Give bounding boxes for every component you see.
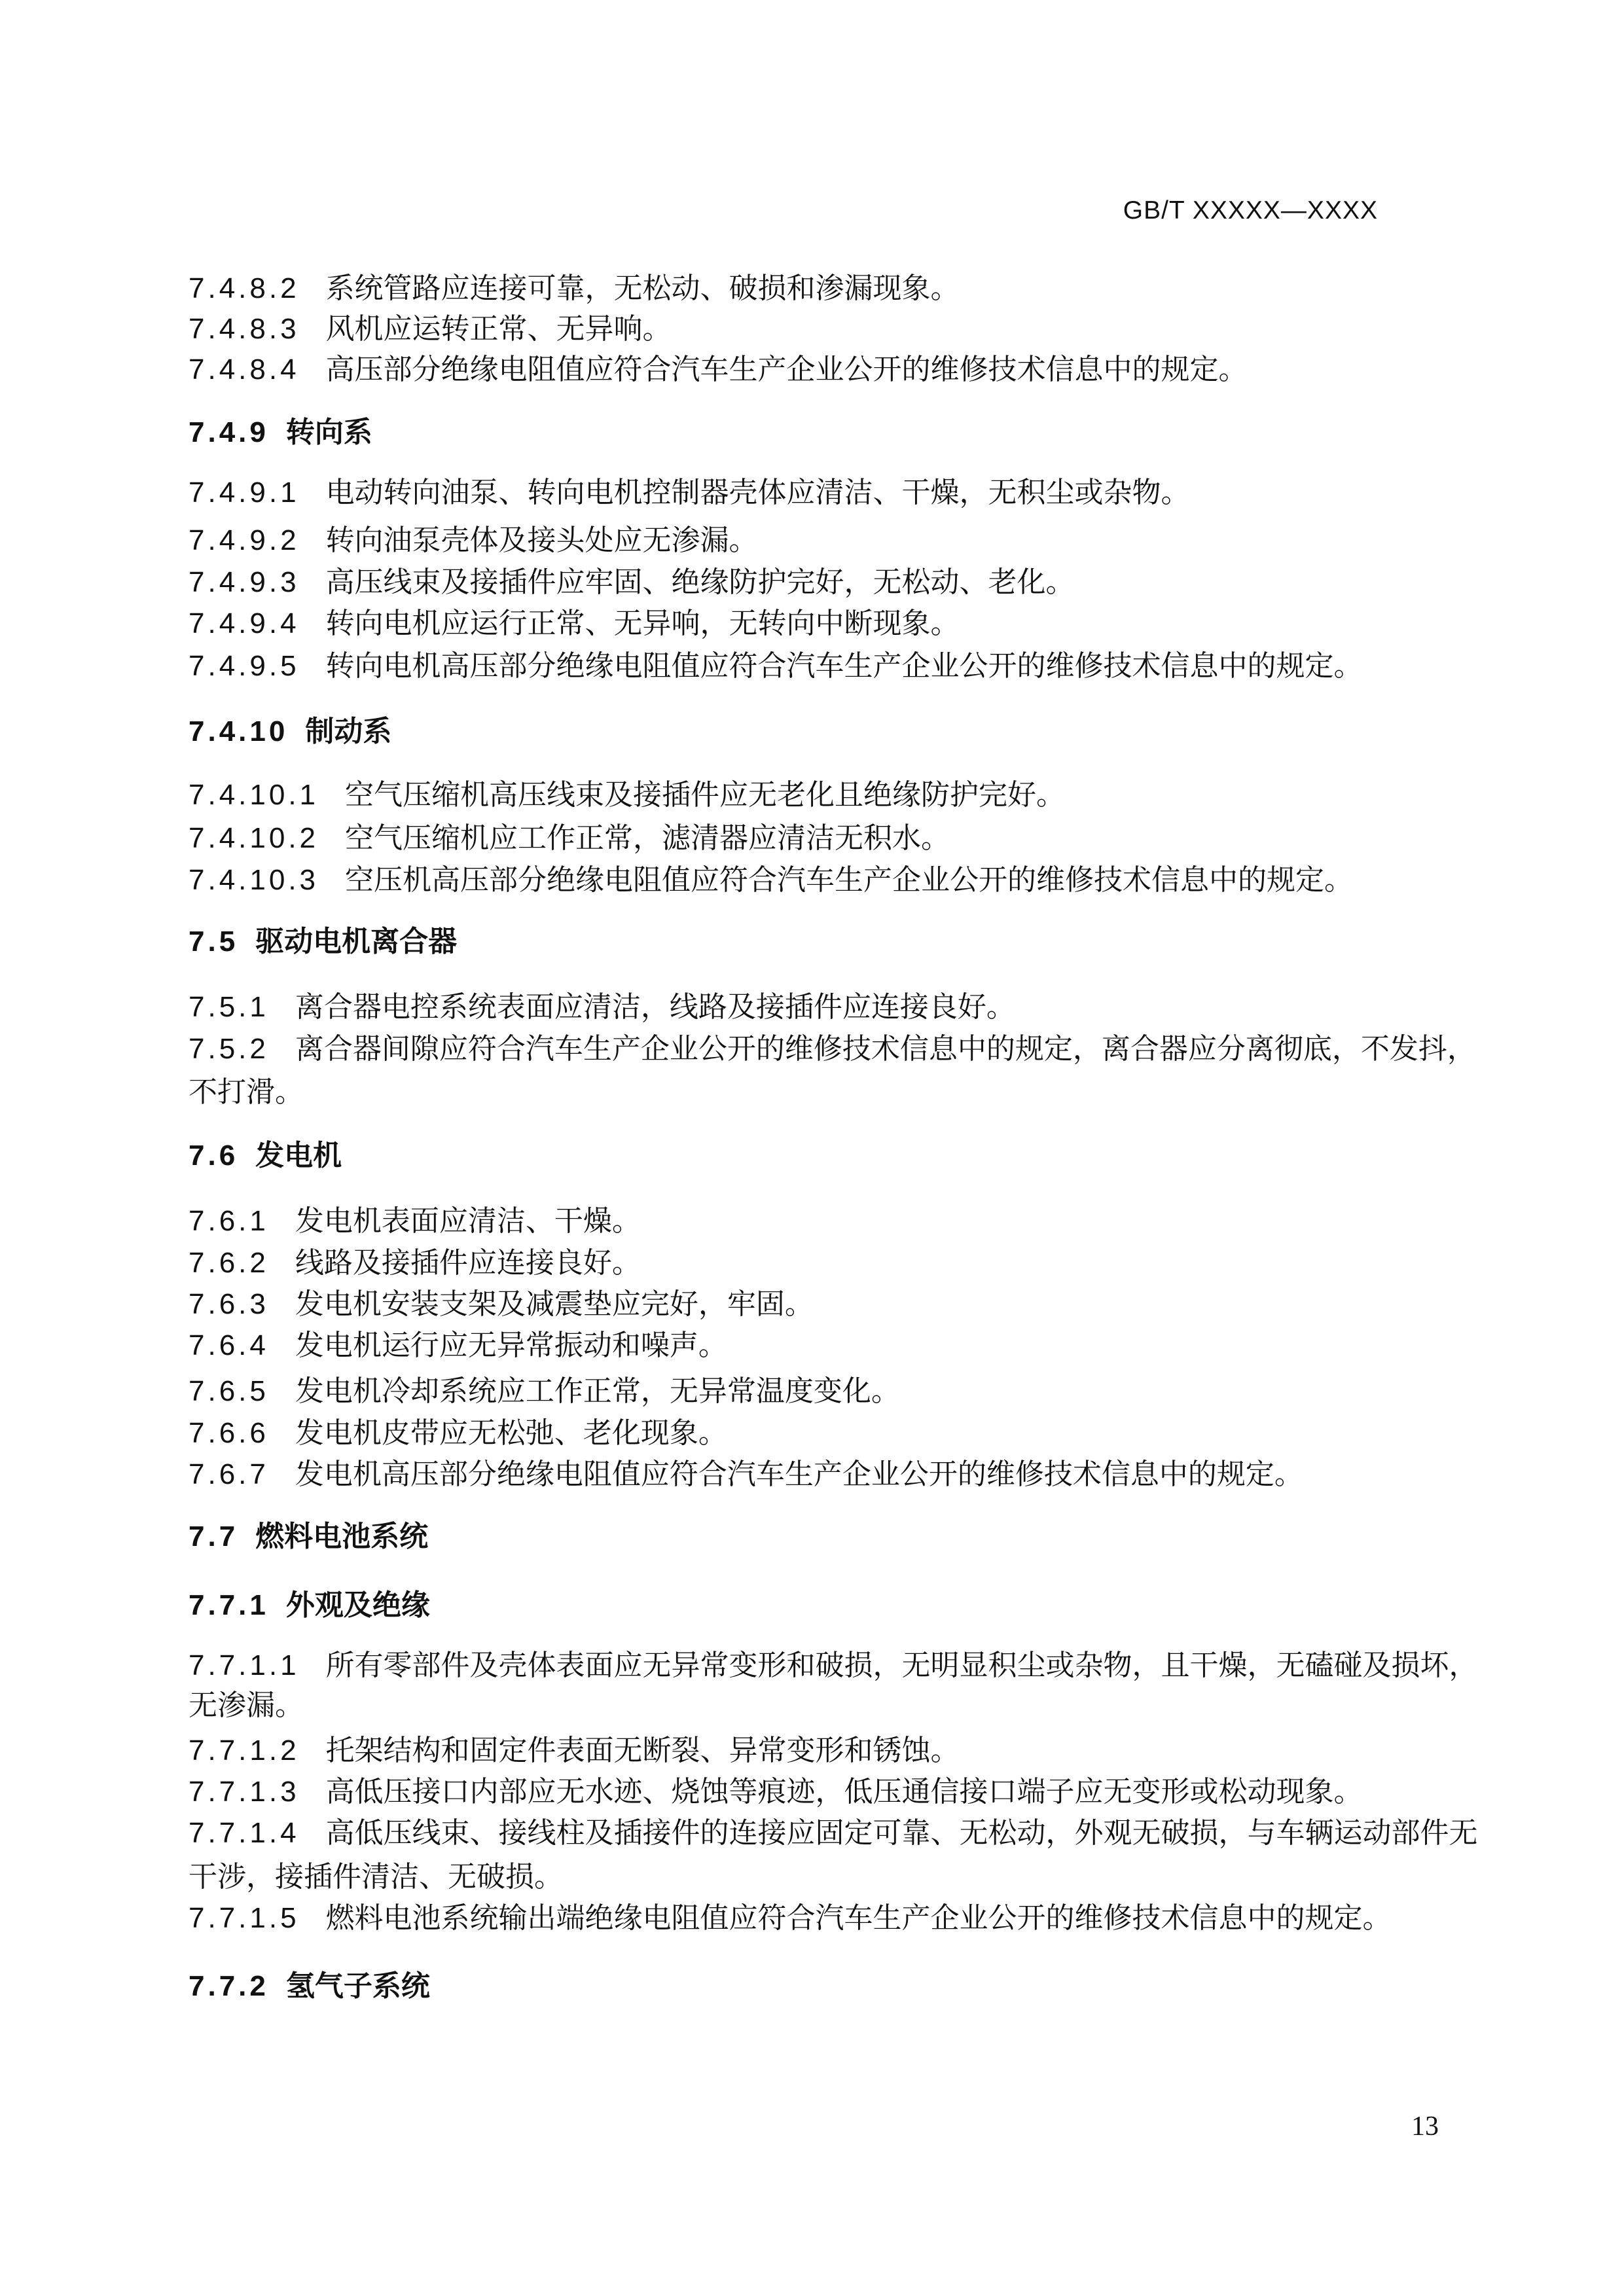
section-title: 驱动电机离合器 bbox=[255, 925, 458, 958]
clause-text: 转向电机应运行正常、无异响，无转向中断现象。 bbox=[325, 607, 960, 639]
clause-text: 转向油泵壳体及接头处应无渗漏。 bbox=[325, 524, 758, 556]
clause-7-6-7 bbox=[189, 1459, 1303, 1490]
clause-7-6-5 bbox=[189, 1376, 900, 1407]
section-title: 转向系 bbox=[285, 416, 372, 448]
clause-7-7-1-3 bbox=[189, 1776, 1363, 1808]
clause-7-4-8-2 bbox=[189, 273, 960, 304]
clause-number: 7.4.10.1 bbox=[189, 779, 319, 811]
section-number: 7.4.9 bbox=[189, 416, 269, 448]
clause-7-4-9-2 bbox=[189, 525, 758, 556]
section-title: 外观及绝缘 bbox=[285, 1589, 430, 1621]
clause-text: 高压线束及接插件应牢固、绝缘防护完好，无松动、老化。 bbox=[325, 566, 1075, 598]
clause-text: 发电机运行应无异常振动和噪声。 bbox=[295, 1329, 727, 1361]
clause-number: 7.7.1.5 bbox=[189, 1902, 300, 1934]
clause-text: 发电机表面应清洁、干燥。 bbox=[295, 1205, 641, 1237]
clause-number: 7.5.2 bbox=[189, 1033, 269, 1065]
section-title: 燃料电池系统 bbox=[255, 1520, 429, 1552]
clause-7-6-3 bbox=[189, 1289, 814, 1320]
clause-number: 7.4.10.3 bbox=[189, 864, 319, 896]
clause-7-7-1-5 bbox=[189, 1903, 1392, 1934]
clause-number: 7.6.6 bbox=[189, 1417, 269, 1449]
clause-number: 7.4.8.4 bbox=[189, 353, 300, 386]
clause-text: 空气压缩机应工作正常，滤清器应清洁无积水。 bbox=[345, 822, 950, 854]
clause-number: 7.6.2 bbox=[189, 1247, 269, 1279]
clause-text: 高压部分绝缘电阻值应符合汽车生产企业公开的维修技术信息中的规定。 bbox=[325, 353, 1248, 386]
clause-text: 离合器电控系统表面应清洁，线路及接插件应连接良好。 bbox=[295, 991, 1015, 1023]
section-number: 7.7.1 bbox=[189, 1589, 269, 1621]
clause-text: 离合器间隙应符合汽车生产企业公开的维修技术信息中的规定，离合器应分离彻底，不发抖， bbox=[295, 1033, 1476, 1065]
section-heading-7-5 bbox=[189, 926, 457, 958]
clause-number: 7.6.7 bbox=[189, 1458, 269, 1490]
section-number: 7.7 bbox=[189, 1520, 239, 1552]
clause-text: 高低压接口内部应无水迹、烧蚀等痕迹，低压通信接口端子应无变形或松动现象。 bbox=[325, 1776, 1363, 1808]
clause-text: 电动转向油泵、转向电机控制器壳体应清洁、干燥，无积尘或杂物。 bbox=[325, 476, 1190, 509]
clause-7-4-8-3 bbox=[189, 314, 672, 345]
clause-number: 7.7.1.1 bbox=[189, 1649, 300, 1681]
section-heading-7-4-10 bbox=[189, 716, 391, 747]
section-title: 氢气子系统 bbox=[285, 1970, 430, 2002]
clause-7-4-9-5 bbox=[189, 651, 1363, 682]
clause-text: 空压机高压部分绝缘电阻值应符合汽车生产企业公开的维修技术信息中的规定。 bbox=[345, 864, 1354, 896]
clause-7-4-9-4 bbox=[189, 608, 960, 639]
clause-text: 干涉，接插件清洁、无破损。 bbox=[189, 1861, 563, 1893]
section-heading-7-6 bbox=[189, 1140, 342, 1172]
clause-7-7-1-1 bbox=[189, 1650, 1478, 1681]
clause-text: 所有零部件及壳体表面应无异常变形和破损，无明显积尘或杂物，且干燥，无磕碰及损坏， bbox=[325, 1649, 1478, 1681]
clause-number: 7.7.1.3 bbox=[189, 1776, 300, 1808]
clause-7-5-1 bbox=[189, 992, 1015, 1023]
clause-7-6-1 bbox=[189, 1206, 641, 1237]
clause-number: 7.6.1 bbox=[189, 1205, 269, 1237]
section-heading-7-7-2 bbox=[189, 1971, 430, 2002]
clause-7-7-1-4-continuation bbox=[189, 1861, 563, 1893]
clause-text: 发电机高压部分绝缘电阻值应符合汽车生产企业公开的维修技术信息中的规定。 bbox=[295, 1458, 1303, 1490]
clause-number: 7.4.9.5 bbox=[189, 650, 300, 682]
clause-number: 7.4.8.3 bbox=[189, 313, 300, 345]
clause-7-6-2 bbox=[189, 1247, 641, 1279]
clause-number: 7.4.9.4 bbox=[189, 607, 300, 639]
clause-number: 7.4.9.1 bbox=[189, 476, 300, 509]
clause-number: 7.7.1.4 bbox=[189, 1817, 300, 1849]
clause-7-7-1-4 bbox=[189, 1818, 1478, 1849]
clause-number: 7.7.1.2 bbox=[189, 1734, 300, 1767]
clause-text: 发电机冷却系统应工作正常，无异常温度变化。 bbox=[295, 1375, 900, 1407]
clause-7-7-1-1-continuation bbox=[189, 1690, 304, 1721]
section-number: 7.4.10 bbox=[189, 715, 289, 747]
section-title: 发电机 bbox=[255, 1139, 342, 1172]
clause-7-6-6 bbox=[189, 1418, 727, 1449]
section-number: 7.5 bbox=[189, 925, 239, 958]
clause-text: 无渗漏。 bbox=[189, 1689, 304, 1721]
clause-7-4-10-2 bbox=[189, 823, 950, 854]
clause-text: 不打滑。 bbox=[189, 1076, 304, 1108]
clause-text: 燃料电池系统输出端绝缘电阻值应符合汽车生产企业公开的维修技术信息中的规定。 bbox=[325, 1902, 1392, 1934]
doc-code: GB/T XXXXX—XXXX bbox=[1123, 196, 1378, 224]
clause-7-5-2 bbox=[189, 1033, 1476, 1065]
clause-7-4-9-1 bbox=[189, 477, 1190, 509]
section-number: 7.7.2 bbox=[189, 1970, 269, 2002]
page-number: 13 bbox=[1411, 2111, 1439, 2142]
clause-text: 发电机安装支架及减震垫应完好，牢固。 bbox=[295, 1288, 814, 1320]
clause-text: 转向电机高压部分绝缘电阻值应符合汽车生产企业公开的维修技术信息中的规定。 bbox=[325, 650, 1363, 682]
section-heading-7-4-9 bbox=[189, 417, 372, 448]
clause-7-7-1-2 bbox=[189, 1735, 960, 1767]
section-heading-7-7-1 bbox=[189, 1590, 430, 1621]
clause-number: 7.5.1 bbox=[189, 991, 269, 1023]
clause-text: 线路及接插件应连接良好。 bbox=[295, 1247, 641, 1279]
clause-text: 发电机皮带应无松弛、老化现象。 bbox=[295, 1417, 727, 1449]
clause-text: 高低压线束、接线柱及插接件的连接应固定可靠、无松动，外观无破损，与车辆运动部件无 bbox=[325, 1817, 1478, 1849]
clause-7-4-9-3 bbox=[189, 567, 1075, 598]
clause-number: 7.4.9.2 bbox=[189, 524, 300, 556]
clause-text: 空气压缩机高压线束及接插件应无老化且绝缘防护完好。 bbox=[345, 779, 1066, 811]
clause-number: 7.4.10.2 bbox=[189, 822, 319, 854]
clause-7-4-10-3 bbox=[189, 865, 1353, 896]
section-heading-7-7 bbox=[189, 1521, 428, 1552]
clause-text: 托架结构和固定件表面无断裂、异常变形和锈蚀。 bbox=[325, 1734, 960, 1767]
clause-7-4-8-4 bbox=[189, 354, 1248, 386]
clause-text: 系统管路应连接可靠，无松动、破损和渗漏现象。 bbox=[325, 272, 960, 304]
clause-text: 风机应运转正常、无异响。 bbox=[325, 313, 672, 345]
clause-number: 7.6.4 bbox=[189, 1329, 269, 1361]
clause-number: 7.4.8.2 bbox=[189, 272, 300, 304]
clause-7-6-4 bbox=[189, 1330, 727, 1361]
clause-7-4-10-1 bbox=[189, 780, 1065, 811]
clause-number: 7.6.3 bbox=[189, 1288, 269, 1320]
clause-number: 7.4.9.3 bbox=[189, 566, 300, 598]
clause-number: 7.6.5 bbox=[189, 1375, 269, 1407]
section-title: 制动系 bbox=[305, 715, 392, 747]
clause-7-5-2-continuation bbox=[189, 1077, 304, 1108]
section-number: 7.6 bbox=[189, 1139, 239, 1172]
